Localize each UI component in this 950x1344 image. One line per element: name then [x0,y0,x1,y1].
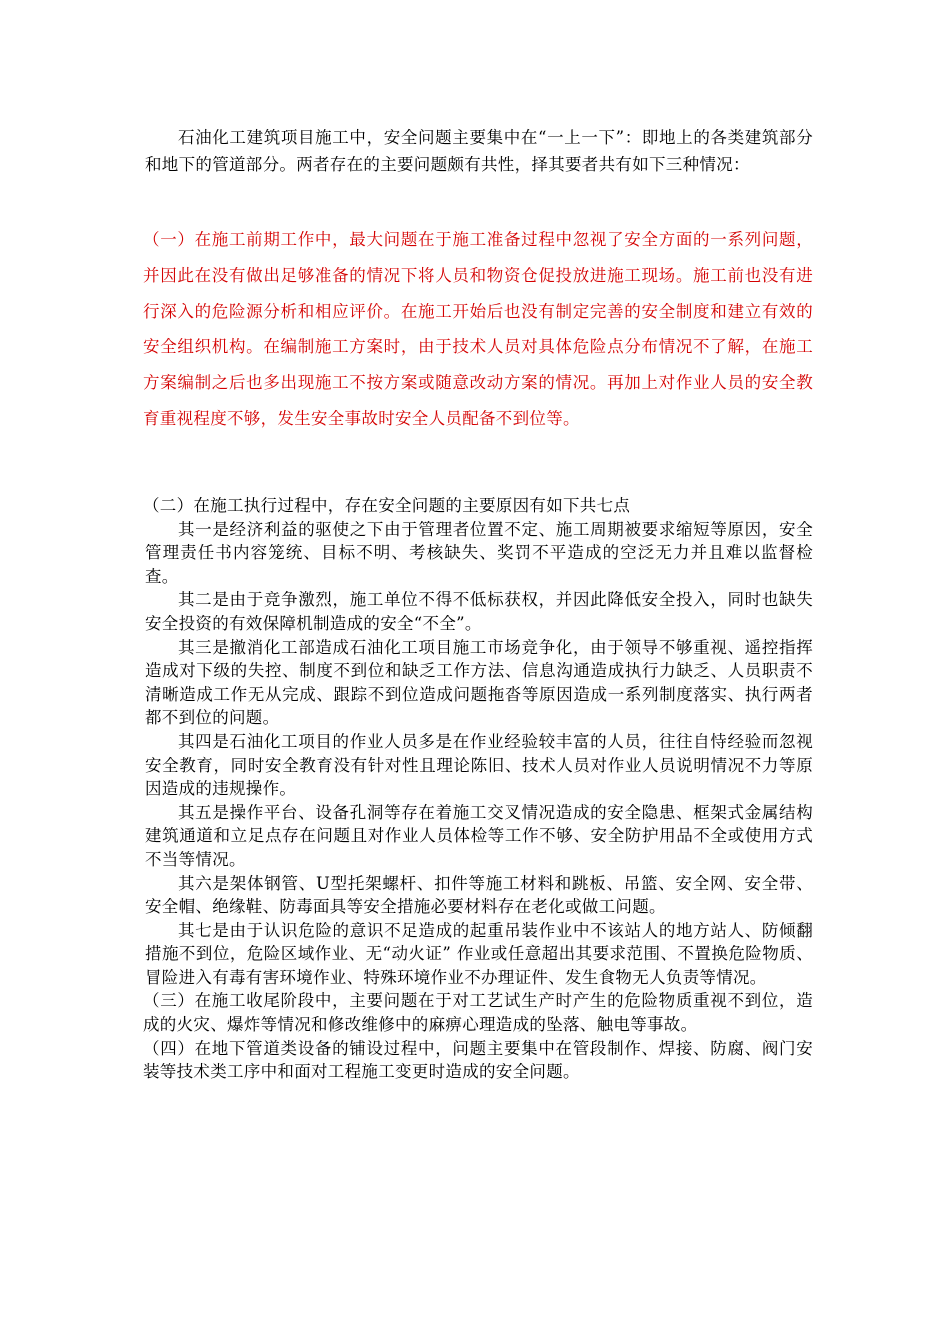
point-three-paragraph: 其三是撤消化工部造成石油化工项目施工市场竞争化，由于领导不够重视、遥控指挥造成对下级的失控、制度不到位和缺乏工作方法、信息沟通造成执行力缺乏、人员职责不清晰造成工作无从完成、跟踪不到位造成问题拖沓等原因造成一系列制度落实、执行两者都不到位的问题。 [145,637,813,728]
point-two-paragraph: 其二是由于竞争激烈，施工单位不得不低标获权，并因此降低安全投入，同时也缺失安全投资的有效保障机制造成的安全“不全”。 [145,590,813,633]
point-seven-paragraph: 其七是由于认识危险的意识不足造成的起重吊装作业中不该站人的地方站人、防倾翻措施不到位，危险区域作业、无“动火证” 作业或任意超出其要求范围、不置换危险物质、冒险进入有毒有害环境作业、特殊环境作业不办理证件、发生食物无人负责等情况。 [145,920,813,987]
section-two-heading: （二）在施工执行过程中，存在安全问题的主要原因有如下共七点 [143,496,631,515]
point-four-paragraph: 其四是石油化工项目的作业人员多是在作业经验较丰富的人员，往往自恃经验而忽视安全教育，同时安全教育没有针对性且理论陈旧、技术人员对作业人员说明情况不力等原因造成的违规操作。 [145,731,813,799]
section-two-block [145,494,813,1084]
section-three-paragraph: （三）在施工收尾阶段中，主要问题在于对工艺试生产时产生的危险物质重视不到位，造成的火灾、爆炸等情况和修改维修中的麻痹心理造成的坠落、触电等事故。 [143,991,813,1035]
point-one-paragraph: 其一是经济利益的驱使之下由于管理者位置不定、施工周期被要求缩短等原因，安全管理责任书内容笼统、目标不明、考核缺失、奖罚不平造成的空泛无力并且难以监督检查。 [145,519,813,586]
section-one-paragraph: （一）在施工前期工作中，最大问题在于施工准备过程中忽视了安全方面的一系列问题，并因此在没有做出足够准备的情况下将人员和物资仓促投放进施工现场。施工前也没有进行深入的危险源分析和相应评价。在施工开始后也没有制定完善的安全制度和建立有效的安全组织机构。在编制施工方案时，由于技术人员对具体危险点分布情况不了解，在施工方案编制之后也多出现施工不按方案或随意改动方案的情况。再加上对作业人员的安全教育重视程度不够，发生安全事故时安全人员配备不到位等。 [143,230,813,428]
section-four-paragraph: （四）在地下管道类设备的铺设过程中，问题主要集中在管段制作、焊接、防腐、阀门安装等技术类工序中和面对工程施工变更时造成的安全问题。 [143,1038,813,1082]
point-six-paragraph: 其六是架体钢管、U型托架螺杆、扣件等施工材料和跳板、吊篮、安全网、安全带、安全帽、绝缘鞋、防毒面具等安全措施必要材料存在老化或做工问题。 [145,873,813,917]
point-five-paragraph: 其五是操作平台、设备孔洞等存在着施工交叉情况造成的安全隐患、框架式金属结构建筑通道和立足点存在问题且对作业人员体检等工作不够、安全防护用品不全或使用方式不当等情况。 [145,802,813,869]
intro-paragraph: 石油化工建筑项目施工中，安全问题主要集中在“一上一下”：即地上的各类建筑部分和地下的管道部分。两者存在的主要问题颇有共性，择其要者共有如下三种情况： [145,128,813,174]
